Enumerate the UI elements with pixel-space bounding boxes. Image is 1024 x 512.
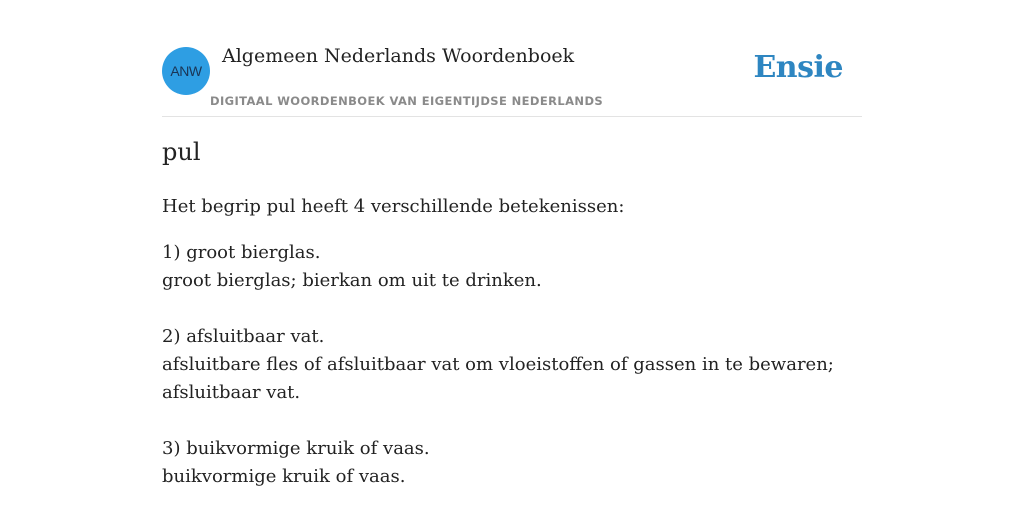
meaning-heading: 1) groot bierglas. [162, 242, 321, 263]
meaning-definition: buikvormige kruik of vaas. [162, 466, 406, 487]
meaning-item [162, 323, 862, 407]
meanings-list [162, 239, 862, 512]
meaning-item [162, 435, 862, 491]
meaning-definition: afsluitbare fles of afsluitbaar vat om vloeistoffen of gassen in te bewaren; [162, 354, 834, 375]
site-header [162, 0, 862, 117]
site-subtitle: DIGITAAL WOORDENBOEK VAN EIGENTIJDSE NEDERLANDS [210, 94, 604, 108]
anw-logo[interactable]: ANW [162, 47, 210, 95]
meaning-item [162, 239, 862, 295]
site-title-link[interactable]: Algemeen Nederlands Woordenboek [222, 45, 575, 67]
entry-intro: Het begrip pul heeft 4 verschillende betekenissen: [162, 196, 625, 217]
meaning-heading: 3) buikvormige kruik of vaas. [162, 438, 430, 459]
entry-word: pul [162, 138, 201, 166]
page [162, 0, 862, 512]
meaning-heading: 2) afsluitbaar vat. [162, 326, 325, 347]
meaning-definition: groot bierglas; bierkan om uit te drinken. [162, 270, 542, 291]
ensie-brand-link[interactable]: Ensie [753, 50, 843, 85]
meaning-definition: afsluitbaar vat. [162, 382, 301, 403]
